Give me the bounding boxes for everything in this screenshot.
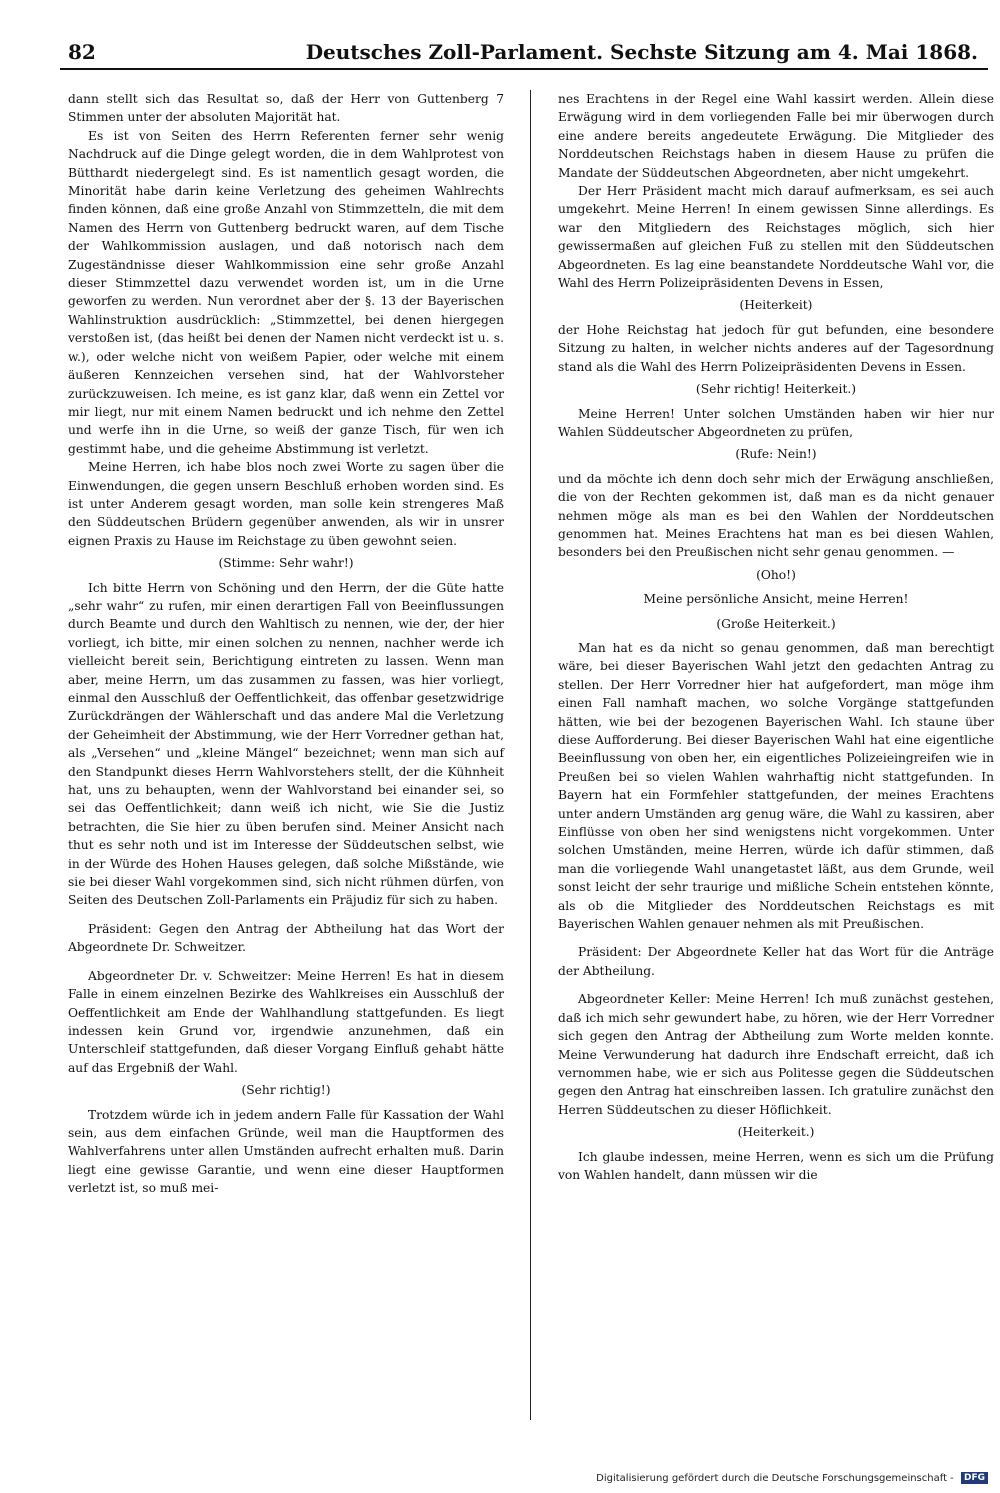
paragraph: Meine Herren! Unter solchen Umständen haben wir hier nur Wahlen Süddeutscher Abgeordneten zu prüfen, xyxy=(558,406,994,439)
interjection: (Sehr richtig! Heiterkeit.) xyxy=(695,382,857,397)
interjection: (Große Heiterkeit.) xyxy=(716,616,836,631)
dfg-logo: DFG xyxy=(961,1472,988,1484)
speaker-paragraph: Präsident: Der Abgeordnete Keller hat das Wort für die Anträge der Abtheilung. xyxy=(558,945,994,978)
paragraph: und da möchte ich denn doch sehr mich der Erwägung anschließen, die von der Rechten gekommen ist, daß man es da nicht genauer nehmen möge als man es bei den Wahlen der Norddeutschen genommen hat. Meines Erachtens hat man es bei diesen Wahlen, besonders bei den Preußischen nicht sehr genau genommen. — xyxy=(558,471,994,560)
paragraph: Ich glaube indessen, meine Herren, wenn es sich um die Prüfung von Wahlen handelt, dann müssen wir die xyxy=(558,1149,994,1182)
paragraph: Der Herr Präsident macht mich darauf aufmerksam, es sei auch umgekehrt. Meine Herren! In einem gewissen Sinne allerdings. Es war den Mitgliedern des Reichstages möglich, sich hier gewissermaßen auf gleichen Fuß zu stellen mit den Süddeutschen Abgeordneten. Es lag eine beanstandete Norddeutsche Wahl vor, die Wahl des Herrn Polizeipräsidenten Devens in Essen, xyxy=(558,184,994,291)
interjection: (Heiterkeit.) xyxy=(737,1125,815,1140)
page-header xyxy=(60,42,988,70)
running-title: Deutsches Zoll-Parlament. Sechste Sitzung am 4. Mai 1868. xyxy=(305,40,978,64)
digitization-credit xyxy=(596,1472,988,1484)
speaker-paragraph: Abgeordneter Dr. v. Schweitzer: Meine Herren! Es hat in diesem Falle in einem einzelnen Bezirke des Wahlkreises ein Ausschluß der Oeffentlichkeit am Ende der Wahlhandlung stattgefunden. Es liegt indessen kein Grund vor, irgendwie anzunehmen, daß ein Unterschleif stattgefunden, daß dieser Vorgang Einfluß gehabt hätte auf das Ergebniß der Wahl. xyxy=(68,968,504,1075)
interjection: (Rufe: Nein!) xyxy=(735,447,817,462)
paragraph: Man hat es da nicht so genau genommen, daß man berechtigt wäre, bei dieser Bayerischen Wahl jetzt den gedachten Antrag zu stellen. Der Herr Vorredner hier hat aufgefordert, man möge ihm einen Fall namhaft machen, wo solche Vorgänge stattgefunden hätten, wie bei der bezogenen Bayerischen Wahl. Ich staune über diese Aufforderung. Bei dieser Bayerischen Wahl hat eine eigentliche Beeinflussung von oben her, ein eigentliches Polizeieingreifen wie in Preußen bei so vielen Wahlen wahrhaftig nicht stattgefunden. In Bayern hat ein Formfehler stattgefunden, der meines Erachtens unter andern Umständen arg genug wäre, die Wahl zu kassiren, aber Einflüsse von oben her sind wenigstens nicht vorgekommen. Unter solchen Umständen, meine Herren, würde ich dafür stimmen, daß man die vorliegende Wahl unangetastet läßt, aus dem Grunde, weil sonst leicht der sehr traurige und mißliche Schein entstehen könnte, als ob die Mitglieder des Norddeutschen Reichstags es mit Bayerischen Wahlen genauer nehmen als mit Preußischen. xyxy=(558,640,994,932)
interjection: (Heiterkeit) xyxy=(739,298,813,313)
paragraph: der Hohe Reichstag hat jedoch für gut befunden, eine besondere Sitzung zu halten, in welcher nichts anderes auf der Tagesordnung stand als die Wahl des Herrn Polizeipräsidenten Devens in Essen. xyxy=(558,322,994,374)
interjection: (Sehr richtig!) xyxy=(241,1083,331,1098)
right-column xyxy=(558,90,994,1184)
paragraph: Meine persönliche Ansicht, meine Herren! xyxy=(643,592,909,607)
column-divider xyxy=(530,90,531,1420)
paragraph: Ich bitte Herrn von Schöning und den Herrn, der die Güte hatte „sehr wahr“ zu rufen, mir einen derartigen Fall von Beeinflussungen durch Beamte und durch den Wahltisch zu nennen, wie der, der hier vorliegt, ich bitte, mir einen solchen zu nennen, nachher werde ich vielleicht bereit sein, Berichtigung eintreten zu lassen. Wenn man aber, meine Herrn, um das zusammen zu fassen, was hier vorliegt, einmal den Ausschluß der Oeffentlichkeit, das offenbar gesetzwidrige Zurückdrängen der Wählerschaft und das andere Mal die Verletzung der Geheimheit der Abstimmung, wie der Herr Vorredner gethan hat, als „Versehen“ und „kleine Mängel“ bezeichnet; wenn man sich auf den Standpunkt dieses Herrn Wahlvorstehers stellt, der die Kühnheit hat, uns zu behaupten, wenn der Wahlvorstand bei einander sei, so sei das Oeffentlichkeit; dann weiß ich nicht, wie Sie die Justiz betrachten, die Sie hier zu üben berufen sind. Meiner Ansicht nach thut es sehr noth und ist im Interesse der Süddeutschen selbst, wie in der Würde des Hohen Hauses gelegen, daß solche Mißstände, wie sie bei dieser Wahl vorgekommen sind, sich nicht rühmen dürfen, von Seiten des Deutschen Zoll-Parlaments ein Präjudiz für sich zu haben. xyxy=(68,580,504,908)
page-number: 82 xyxy=(68,40,96,64)
paragraph: Es ist von Seiten des Herrn Referenten ferner sehr wenig Nachdruck auf die Dinge gelegt worden, die in dem Wahlprotest von Bütthardt niedergelegt sind. Es ist namentlich gesagt worden, die Minorität habe darin keine Verletzung des geheimen Wahlrechts finden können, daß eine große Anzahl von Stimmzetteln, die mit dem Namen des Herrn von Guttenberg bedruckt waren, auf dem Tische der Wahlkommission auslagen, und daß notorisch nach dem Zugeständnisse dieser Wahlkommission eine sehr große Anzahl dieser Stimmzettel dazu verwendet worden ist, um in die Urne geworfen zu werden. Nun verordnet aber der §. 13 der Bayerischen Wahlinstruktion ausdrücklich: „Stimmzettel, bei denen hiergegen verstoßen ist, (das heißt bei denen der Namen nicht verdeckt ist u. s. w.), oder welche nicht von weißem Papier, oder welche mit einem äußeren Kennzeichen versehen sind, hat der Wahlvorsteher zurückzuweisen. Ich meine, es ist ganz klar, daß wenn ein Zettel vor mir liegt, nur mit einem Namen bedruckt und ich nehme den Zettel und werfe ihn in die Urne, so weiß der ganze Tisch, für wen ich gestimmt habe, und die geheime Abstimmung ist verletzt. xyxy=(68,128,504,456)
speaker-paragraph: Abgeordneter Keller: Meine Herren! Ich muß zunächst gestehen, daß ich mich sehr gewundert habe, zu hören, wie der Herr Vorredner sich gegen den Antrag der Abtheilung zum Worte melden konnte. Meine Verwunderung hat dadurch ihre Endschaft erreicht, daß ich vernommen habe, wie er sich aus Politesse gegen die Süddeutschen gegen den Antrag hat einschreiben lassen. Ich gratulire zunächst den Herren Süddeutschen zu dieser Höflichkeit. xyxy=(558,992,994,1117)
paragraph: dann stellt sich das Resultat so, daß der Herr von Guttenberg 7 Stimmen unter der absoluten Majorität hat. xyxy=(68,92,504,125)
paragraph: Trotzdem würde ich in jedem andern Falle für Kassation der Wahl sein, aus dem einfachen Gründe, weil man die Hauptformen des Wahlverfahrens unter allen Umständen aufrecht erhalten muß. Darin liegt eine gewisse Garantie, und wenn eine dieser Hauptformen verletzt ist, so muß mei- xyxy=(68,1107,504,1196)
paragraph: nes Erachtens in der Regel eine Wahl kassirt werden. Allein diese Erwägung wird in dem vorliegenden Falle bei mir überwogen durch eine andere bereits angedeutete Erwägung. Die Mitglieder des Norddeutschen Reichstags haben in diesem Hause zu prüfen die Mandate der Süddeutschen Abgeordneten, aber nicht umgekehrt. xyxy=(558,92,994,180)
credit-text: Digitalisierung gefördert durch die Deutsche Forschungsgemeinschaft - xyxy=(596,1473,954,1484)
left-column xyxy=(68,90,504,1198)
paragraph: Meine Herren, ich habe blos noch zwei Worte zu sagen über die Einwendungen, die gegen unsern Beschluß erhoben worden sind. Es ist unter Anderem gesagt worden, man solle kein strengeres Maß den Süddeutschen Brüdern gegenüber anwenden, als wir in unsrer eignen Praxis zu Hause im Reichstage zu üben gewohnt seien. xyxy=(68,460,504,548)
interjection: (Stimme: Sehr wahr!) xyxy=(218,556,354,571)
speaker-paragraph: Präsident: Gegen den Antrag der Abtheilung hat das Wort der Abgeordnete Dr. Schweitzer. xyxy=(68,921,504,955)
interjection: (Oho!) xyxy=(756,567,796,582)
